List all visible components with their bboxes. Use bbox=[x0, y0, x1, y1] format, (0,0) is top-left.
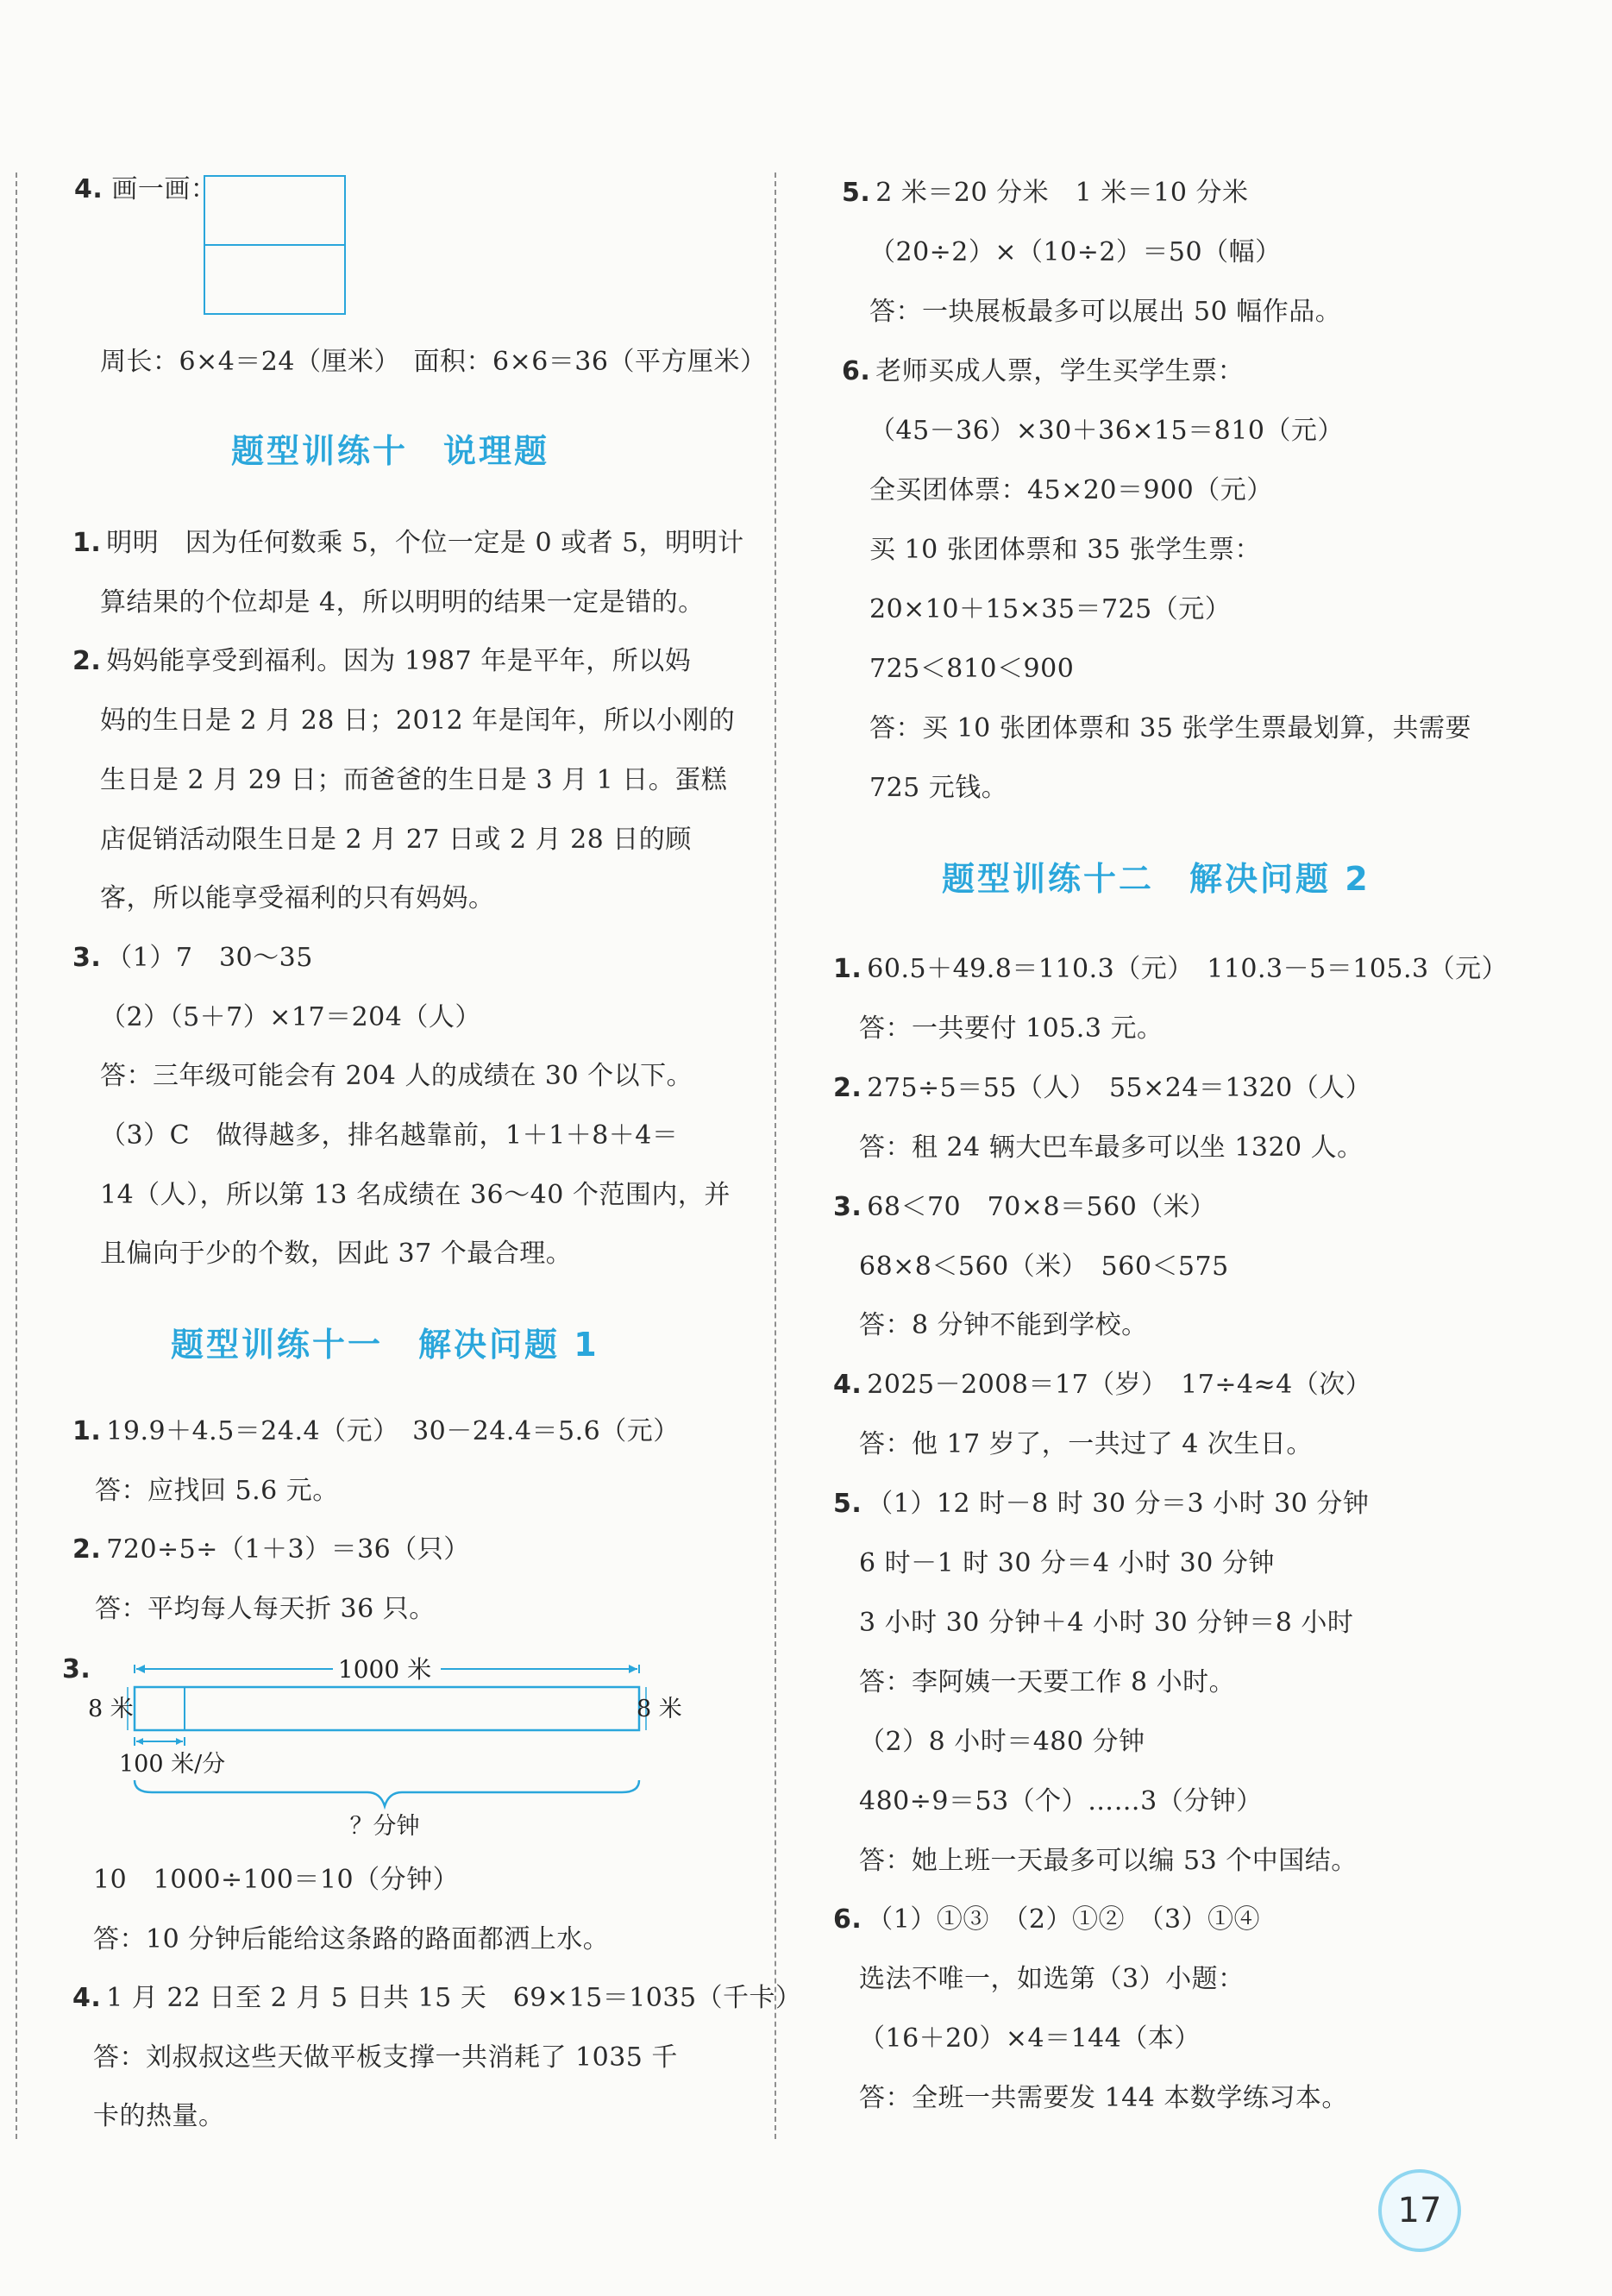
answer-text: 明明 因为任何数乘 5，个位一定是 0 或者 5，明明计 bbox=[106, 528, 744, 558]
answer-line: 答：一共要付 105.3 元。 bbox=[859, 1013, 1164, 1044]
answer-line: 算结果的个位却是 4，所以明明的结果一定是错的。 bbox=[100, 587, 705, 618]
answer-text: 720÷5÷（1＋3）＝36（只） bbox=[106, 1534, 470, 1565]
answer-text: 妈妈能享受到福利。因为 1987 年是平年，所以妈 bbox=[106, 646, 692, 677]
answer-line bbox=[72, 644, 691, 679]
answer-line: （20÷2）×（10÷2）＝50（幅） bbox=[869, 237, 1282, 267]
answer-line bbox=[72, 526, 744, 561]
answer-line: 客，所以能享受福利的只有妈妈。 bbox=[100, 883, 495, 914]
question-4-result: 周长：6×4＝24（厘米） 面积：6×6＝36（平方厘米） bbox=[100, 347, 767, 377]
answer-line: 店促销活动限生日是 2 月 27 日或 2 月 28 日的顾 bbox=[100, 824, 692, 855]
answer-line bbox=[72, 1533, 470, 1567]
answer-line bbox=[72, 941, 313, 975]
answer-line: 答：一块展板最多可以展出 50 幅作品。 bbox=[869, 297, 1342, 327]
answer-line: 725＜810＜900 bbox=[869, 654, 1075, 684]
answer-line: 答：租 24 辆大巴车最多可以坐 1320 人。 bbox=[859, 1132, 1364, 1163]
question-number: 3. bbox=[72, 942, 102, 973]
answer-line: 答：刘叔叔这些天做平板支撑一共消耗了 1035 千 bbox=[93, 2042, 678, 2073]
answer-line bbox=[833, 1903, 1260, 1937]
answer-line: 3 小时 30 分钟＋4 小时 30 分钟＝8 小时 bbox=[859, 1607, 1354, 1638]
answer-line bbox=[833, 1487, 1369, 1521]
answer-line bbox=[72, 1981, 802, 2016]
question-number: 1. bbox=[72, 528, 102, 558]
answer-text: 2025－2008＝17（岁） 17÷4≈4（次） bbox=[867, 1370, 1372, 1401]
answer-text: 60.5＋49.8＝110.3（元） 110.3－5＝105.3（元） bbox=[867, 954, 1509, 984]
question-number: 2. bbox=[833, 1072, 862, 1103]
answer-text: （1）12 时－8 时 30 分＝3 小时 30 分钟 bbox=[867, 1489, 1370, 1520]
answer-line: 卡的热量。 bbox=[93, 2101, 225, 2131]
answer-line: 生日是 2 月 29 日；而爸爸的生日是 3 月 1 日。蛋糕 bbox=[100, 764, 728, 795]
answer-text: 老师买成人票，学生买学生票： bbox=[875, 356, 1245, 386]
question-mark-label: ？分钟 bbox=[349, 1813, 420, 1840]
question-number: 1. bbox=[72, 1416, 102, 1446]
answer-line bbox=[833, 952, 1508, 987]
section-title-11: 题型训练十一 解决问题 1 bbox=[171, 1326, 599, 1364]
answer-line: 答：平均每人每天折 36 只。 bbox=[95, 1593, 436, 1624]
answer-line: （45－36）×30＋36×15＝810（元） bbox=[869, 416, 1344, 446]
answer-line bbox=[833, 1071, 1371, 1106]
section-title-10: 题型训练十 说理题 bbox=[231, 432, 550, 470]
answer-line bbox=[72, 1415, 680, 1449]
answer-line: （2）（5＋7）×17＝204（人） bbox=[100, 1001, 481, 1032]
answer-line: （2）8 小时＝480 分钟 bbox=[859, 1726, 1145, 1757]
answer-line: 480÷9＝53（个）……3（分钟） bbox=[859, 1785, 1263, 1816]
answer-line bbox=[842, 354, 1244, 389]
answer-line: 答：10 分钟后能给这条路的路面都洒上水。 bbox=[93, 1923, 610, 1954]
left-width-label: 8 米 bbox=[88, 1696, 134, 1722]
answer-line: 选法不唯一，如选第（3）小题： bbox=[859, 1964, 1245, 1995]
question-number: 3. bbox=[833, 1191, 862, 1222]
answer-text: 68＜70 70×8＝560（米） bbox=[867, 1191, 1216, 1222]
answer-line: 725 元钱。 bbox=[869, 773, 1008, 803]
answer-text: 1 月 22 日至 2 月 5 日共 15 天 69×15＝1035（千卡） bbox=[106, 1983, 802, 2013]
drawn-square-bottom bbox=[204, 244, 346, 315]
answer-line bbox=[842, 176, 1248, 210]
answer-line: 答：买 10 张团体票和 35 张学生票最划算，共需要 bbox=[869, 713, 1471, 743]
question-number: 5. bbox=[842, 178, 871, 208]
answer-line: 答：她上班一天最多可以编 53 个中国结。 bbox=[859, 1845, 1358, 1876]
left-margin-line bbox=[16, 173, 17, 2139]
question-3-number: 3. bbox=[62, 1654, 91, 1684]
question-label: 画一画： bbox=[111, 174, 217, 204]
answer-line: 答：应找回 5.6 元。 bbox=[95, 1475, 339, 1506]
answer-line: 答：李阿姨一天要工作 8 小时。 bbox=[859, 1666, 1236, 1697]
page-number: 17 bbox=[1378, 2169, 1461, 2252]
right-width-label: 8 米 bbox=[637, 1696, 682, 1722]
question-number: 4. bbox=[74, 174, 103, 204]
answer-line: 答：他 17 岁了，一共过了 4 次生日。 bbox=[859, 1429, 1313, 1460]
answer-text: （1）7 30～35 bbox=[106, 942, 313, 973]
answer-line bbox=[833, 1190, 1216, 1225]
total-length-label: 1000 米 bbox=[337, 1655, 432, 1684]
answer-line: 买 10 张团体票和 35 张学生票： bbox=[869, 535, 1261, 565]
answer-line: 6 时－1 时 30 分＝4 小时 30 分钟 bbox=[859, 1548, 1275, 1578]
answer-text: 2 米＝20 分米 1 米＝10 分米 bbox=[875, 178, 1249, 208]
drawn-square-top bbox=[204, 175, 346, 246]
answer-line: 14（人），所以第 13 名成绩在 36～40 个范围内，并 bbox=[100, 1179, 731, 1210]
answer-text: 19.9＋4.5＝24.4（元） 30－24.4＝5.6（元） bbox=[106, 1416, 680, 1446]
answer-line: 答：全班一共需要发 144 本数学练习本。 bbox=[859, 2083, 1348, 2114]
question-number: 2. bbox=[72, 646, 102, 677]
question-number: 5. bbox=[833, 1489, 862, 1520]
section-title-12: 题型训练十二 解决问题 2 bbox=[942, 860, 1371, 898]
answer-line: 10 1000÷100＝10（分钟） bbox=[93, 1865, 460, 1895]
answer-line: 妈的生日是 2 月 28 日；2012 年是闰年，所以小刚的 bbox=[100, 706, 736, 737]
question-number: 4. bbox=[72, 1983, 102, 2013]
answer-text: 275÷5＝55（人） 55×24＝1320（人） bbox=[867, 1072, 1372, 1103]
answer-line: 答：三年级可能会有 204 人的成绩在 30 个以下。 bbox=[100, 1061, 693, 1092]
question-number: 2. bbox=[72, 1534, 102, 1565]
answer-line: （16＋20）×4＝144（本） bbox=[859, 2023, 1201, 2054]
question-4-draw bbox=[74, 173, 216, 207]
road-diagram bbox=[83, 1654, 687, 1844]
answer-line bbox=[833, 1368, 1371, 1402]
question-number: 6. bbox=[842, 356, 871, 386]
question-number: 6. bbox=[833, 1904, 862, 1935]
answer-line: （3）C 做得越多，排名越靠前，1＋1＋8＋4＝ bbox=[100, 1120, 679, 1151]
question-number: 4. bbox=[833, 1370, 862, 1401]
answer-line: 68×8＜560（米） 560＜575 bbox=[859, 1251, 1229, 1282]
answer-line: 答：8 分钟不能到学校。 bbox=[859, 1310, 1148, 1341]
question-number: 1. bbox=[833, 954, 862, 984]
answer-text: （1）①③ （2）①② （3）①④ bbox=[867, 1904, 1261, 1935]
speed-label: 100 米/分 bbox=[119, 1751, 226, 1778]
answer-line: 全买团体票：45×20＝900（元） bbox=[869, 475, 1273, 505]
answer-line: 20×10＋15×35＝725（元） bbox=[869, 594, 1232, 624]
answer-line: 且偏向于少的个数，因此 37 个最合理。 bbox=[100, 1239, 573, 1270]
center-divider-line bbox=[775, 173, 776, 2139]
